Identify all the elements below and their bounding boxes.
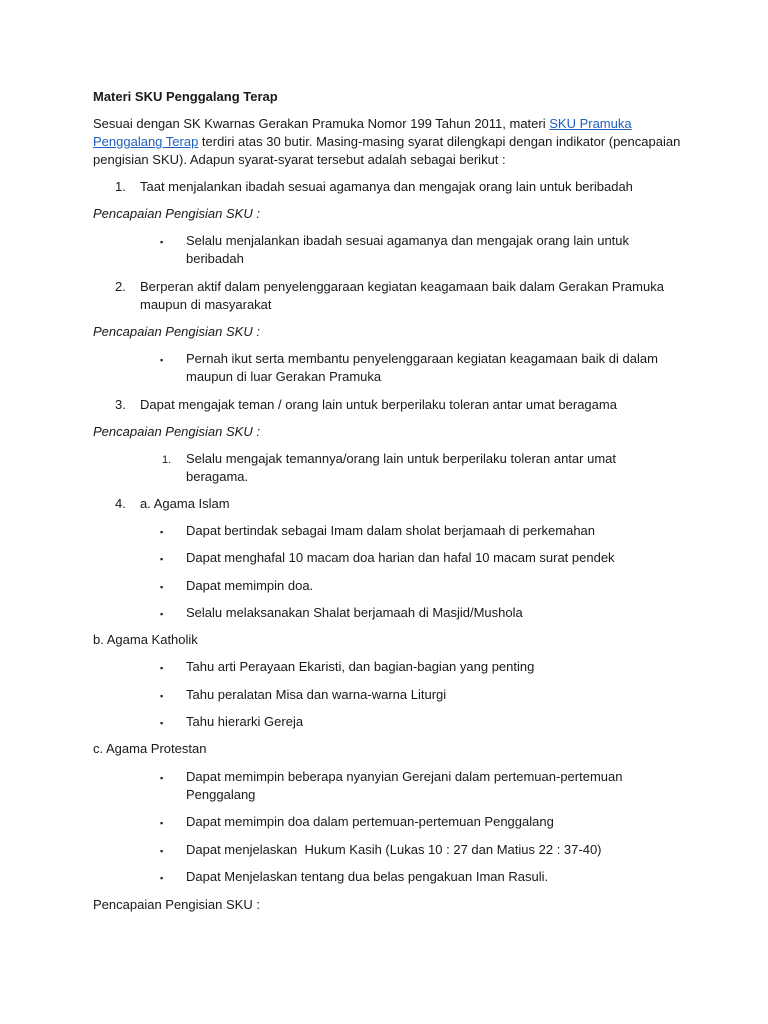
bullet-icon: ▪ <box>160 609 164 619</box>
item-text: Dapat mengajak teman / orang lain untuk berperilaku toleran antar umat beragama <box>140 397 617 412</box>
achievement-label: Pencapaian Pengisian SKU : <box>93 324 260 339</box>
bullet-icon: ▪ <box>160 873 164 883</box>
sku-link-part-2[interactable]: Penggalang Terap <box>93 134 199 149</box>
bullet-icon: ▪ <box>160 818 164 828</box>
protestan-heading: c. Agama Protestan <box>93 741 207 756</box>
final-achievement-label: Pencapaian Pengisian SKU : <box>93 897 260 912</box>
item-number: 2. <box>115 279 126 294</box>
bullet-text: Tahu peralatan Misa dan warna-warna Liturgi <box>186 687 447 702</box>
achievement-text: Selalu mengajak temannya/orang lain untuk berperilaku toleran antar umat beragama. <box>186 451 616 484</box>
achievement-label: Pencapaian Pengisian SKU : <box>93 424 260 439</box>
sku-link-part-1[interactable]: SKU Pramuka <box>549 116 632 131</box>
intro-line-1 <box>93 115 693 133</box>
bullet-icon: ▪ <box>160 527 164 537</box>
item-number: 3. <box>115 397 126 412</box>
bullet-icon: ▪ <box>160 846 164 856</box>
item-text: a. Agama Islam <box>140 496 230 511</box>
bullet-text: Tahu arti Perayaan Ekaristi, dan bagian-bagian yang penting <box>186 659 535 674</box>
bullet-icon: ▪ <box>160 663 164 673</box>
bullet-text: Dapat menjelaskan Hukum Kasih (Lukas 10 : 27 dan Matius 22 : 37-40) <box>186 842 602 857</box>
katholik-heading: b. Agama Katholik <box>93 632 198 647</box>
bullet-icon: ▪ <box>160 582 164 592</box>
achievement-number: 1. <box>162 454 172 466</box>
intro-text-1: Sesuai dengan SK Kwarnas Gerakan Pramuka Nomor 199 Tahun 2011, materi <box>93 116 550 131</box>
achievement-text: Selalu menjalankan ibadah sesuai agamanya dan mengajak orang lain untuk beribadah <box>186 233 630 266</box>
bullet-text: Dapat bertindak sebagai Imam dalam sholat berjamaah di perkemahan <box>186 523 596 538</box>
intro-text-2: terdiri atas 30 butir. Masing-masing syarat dilengkapi dengan indikator (pencapaian <box>198 134 681 149</box>
bullet-text: Tahu hierarki Gereja <box>186 714 304 729</box>
item-number: 4. <box>115 496 126 511</box>
document-title: Materi SKU Penggalang Terap <box>93 89 278 104</box>
achievement-label: Pencapaian Pengisian SKU : <box>93 206 260 221</box>
bullet-icon: ▪ <box>160 355 164 365</box>
bullet-text: Dapat memimpin doa dalam pertemuan-pertemuan Penggalang <box>186 814 554 829</box>
item-text: Taat menjalankan ibadah sesuai agamanya dan mengajak orang lain untuk beribadah <box>140 179 633 194</box>
bullet-icon: ▪ <box>160 554 164 564</box>
bullet-icon: ▪ <box>160 773 164 783</box>
bullet-text: Dapat memimpin doa. <box>186 578 314 593</box>
bullet-text: Dapat memimpin beberapa nyanyian Gerejani dalam pertemuan-pertemuan Penggalang <box>186 769 623 802</box>
bullet-text: Selalu melaksanakan Shalat berjamaah di Masjid/Mushola <box>186 605 523 620</box>
item-number: 1. <box>115 179 126 194</box>
item-text: Berperan aktif dalam penyelenggaraan kegiatan keagamaan baik dalam Gerakan Pramuka maupun di masyarakat <box>140 279 664 312</box>
intro-line-3: pengisian SKU). Adapun syarat-syarat tersebut adalah sebagai berikut : <box>93 152 506 167</box>
bullet-icon: ▪ <box>160 718 164 728</box>
bullet-icon: ▪ <box>160 237 164 247</box>
intro-line-2 <box>93 133 693 151</box>
bullet-text: Dapat menghafal 10 macam doa harian dan hafal 10 macam surat pendek <box>186 550 615 565</box>
achievement-text: Pernah ikut serta membantu penyelenggaraan kegiatan keagamaan baik di dalam maupun di luar Gerakan Pramuka <box>186 351 658 384</box>
bullet-icon: ▪ <box>160 691 164 701</box>
bullet-text: Dapat Menjelaskan tentang dua belas pengakuan Iman Rasuli. <box>186 869 549 884</box>
